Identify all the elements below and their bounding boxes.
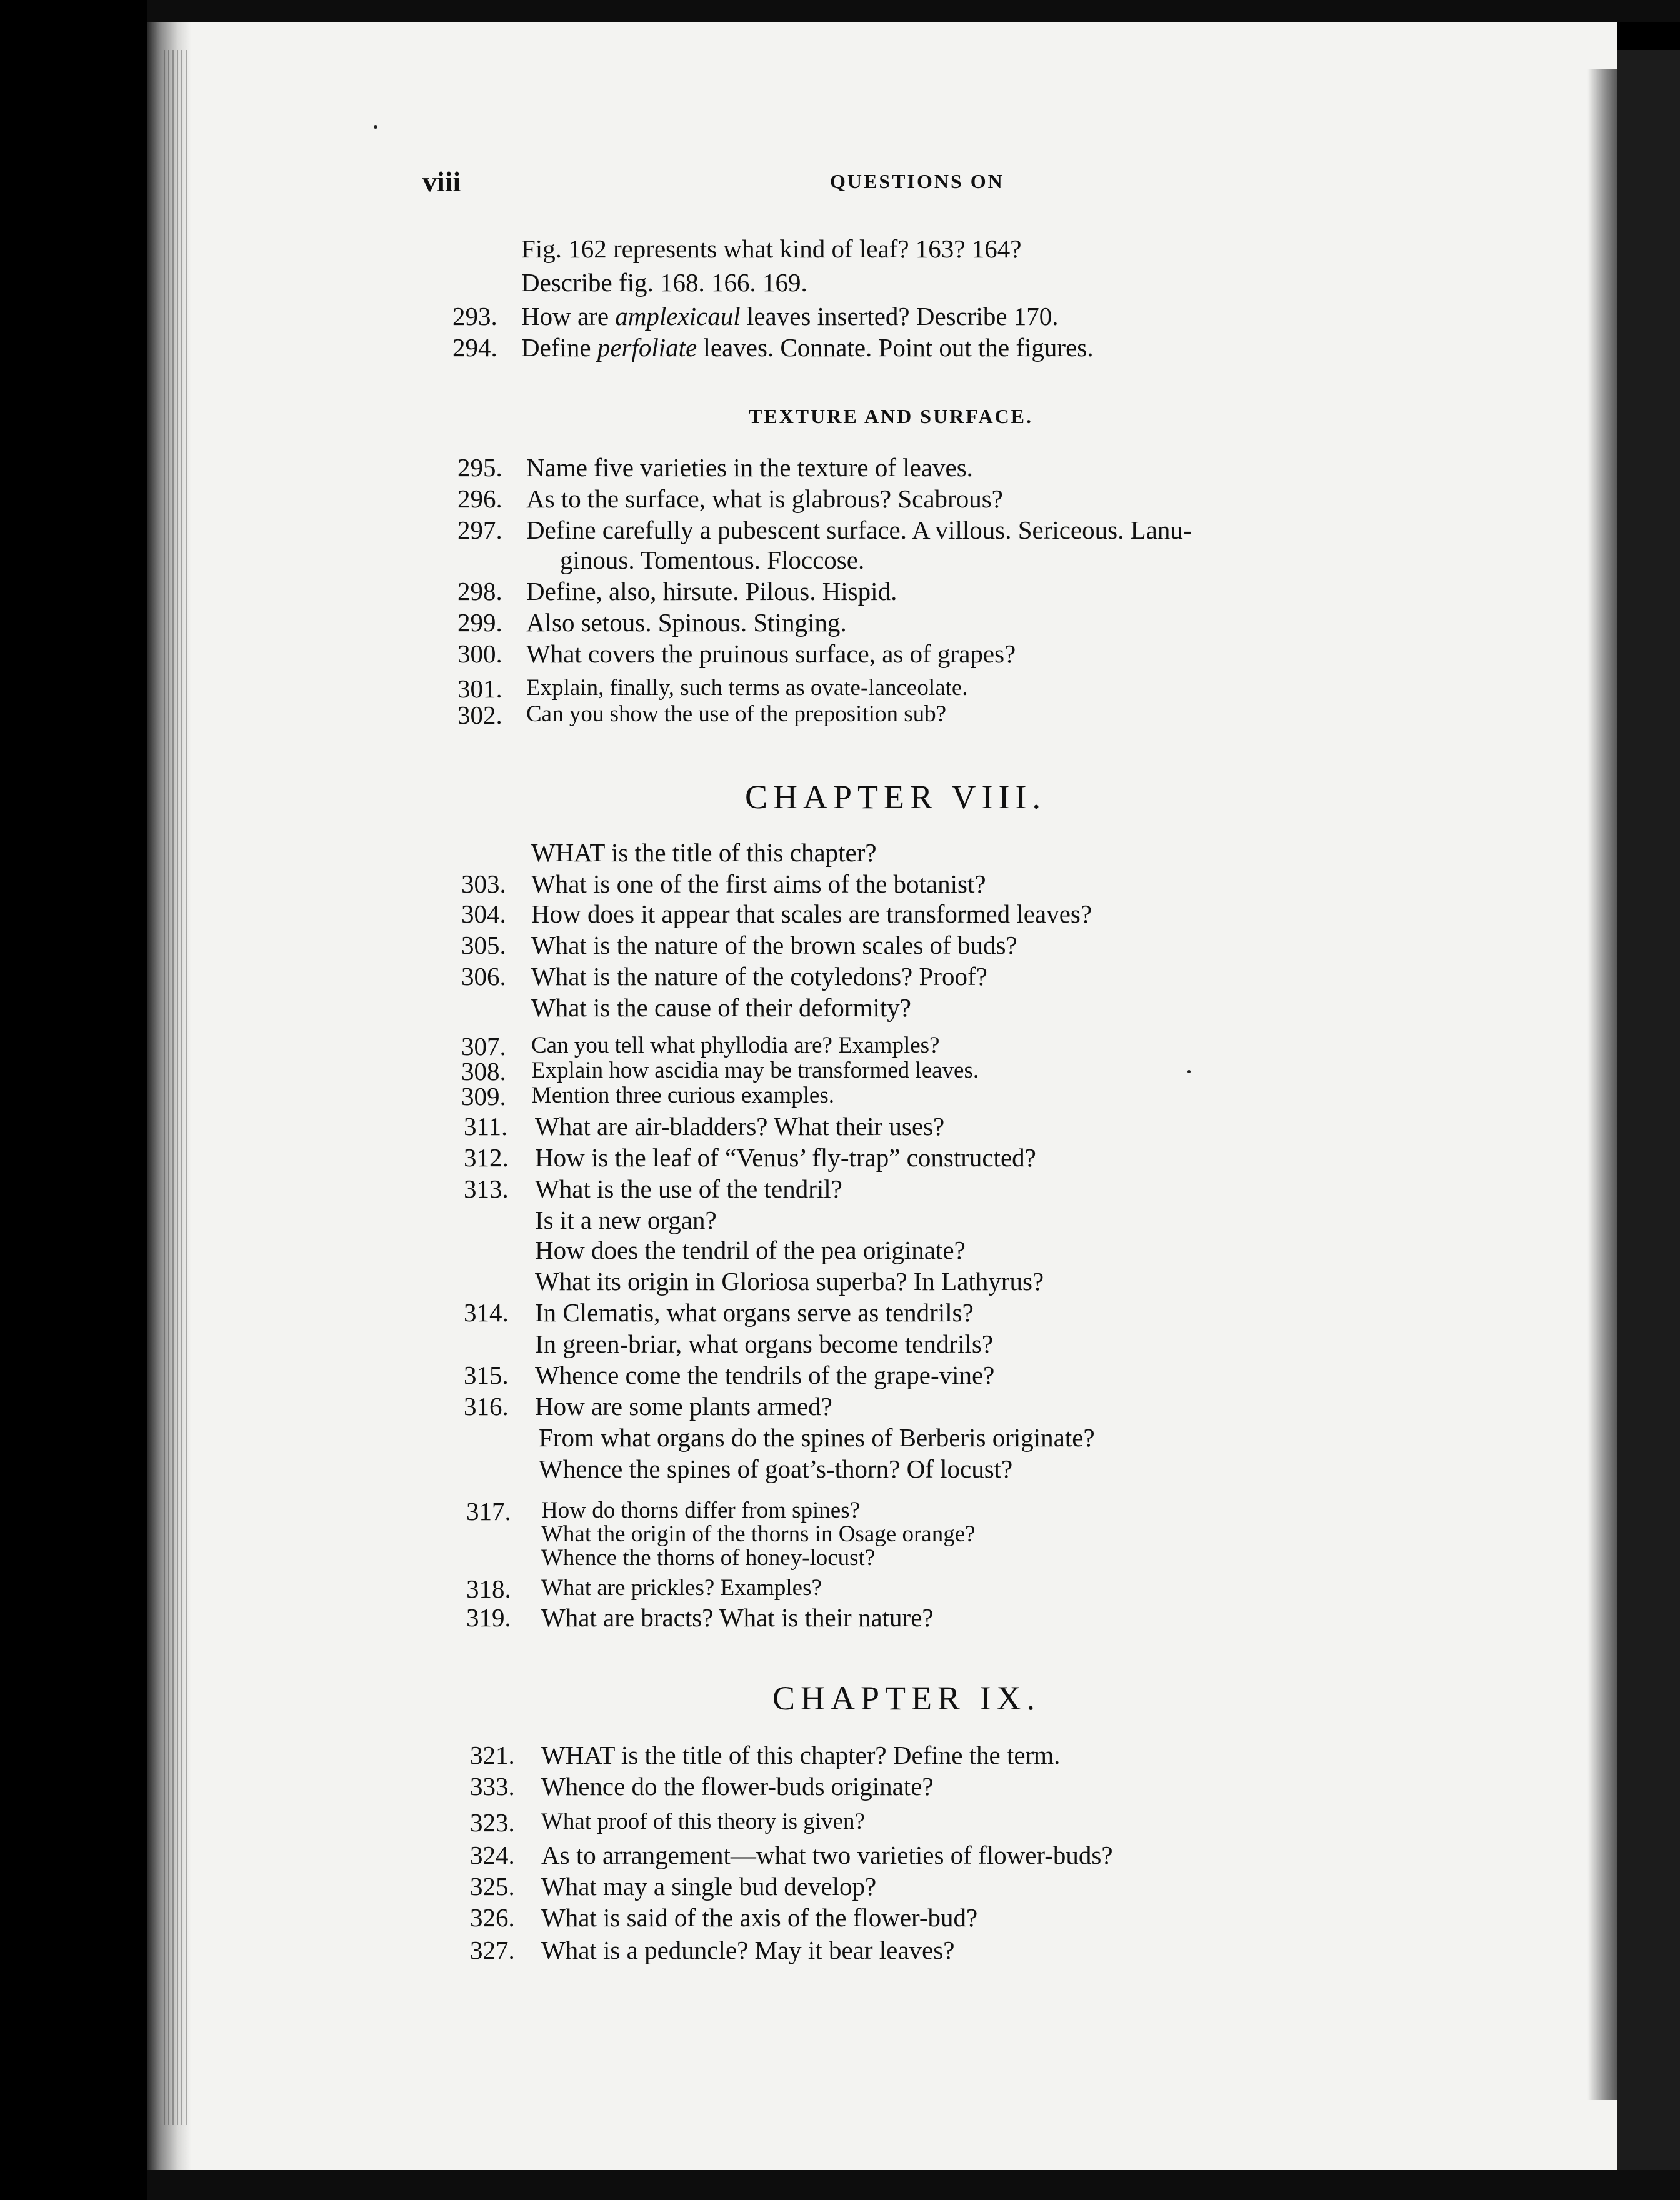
question-number: 325.	[470, 1872, 515, 1901]
text-line: Fig. 162 represents what kind of leaf? 163? 164?	[521, 234, 1022, 263]
question-number: 311.	[464, 1112, 508, 1141]
question-number: 303.	[461, 869, 506, 898]
question-number: 305.	[461, 931, 506, 959]
right-page-shadow	[1588, 69, 1618, 2100]
question-text: As to the surface, what is glabrous? Scabrous?	[526, 484, 1003, 513]
question-text: Also setous. Spinous. Stinging.	[526, 608, 847, 637]
question-number: 313.	[464, 1174, 509, 1203]
question-number: 298.	[458, 577, 502, 606]
section-heading: TEXTURE AND SURFACE.	[749, 405, 1034, 428]
question-text: Is it a new organ?	[535, 1206, 717, 1234]
question-text: In green-briar, what organs become tendrils?	[535, 1329, 994, 1358]
question-number: 306.	[461, 962, 506, 991]
question-number: 296.	[458, 484, 502, 513]
question-text: Define carefully a pubescent surface. A villous. Sericeous. Lanu-	[526, 516, 1192, 544]
question-number: 297.	[458, 516, 502, 544]
question-text: How does it appear that scales are transformed leaves?	[531, 899, 1092, 928]
question-text: What is the use of the tendril?	[535, 1174, 842, 1203]
question-text: What is the cause of their deformity?	[531, 993, 911, 1022]
question-text: How do thorns differ from spines?	[541, 1498, 861, 1523]
question-text: Whence come the tendrils of the grape-vine?	[535, 1361, 995, 1389]
scan-bottom-border	[148, 2170, 1680, 2200]
question-number: 308.	[461, 1057, 506, 1086]
question-number: 312.	[464, 1143, 509, 1172]
question-text: Define perfoliate leaves. Connate. Point out the figures.	[521, 333, 1094, 362]
question-number: 294.	[452, 333, 498, 362]
question-number: 327.	[470, 1936, 515, 1964]
question-text: What are bracts? What is their nature?	[541, 1603, 934, 1632]
question-text: Define, also, hirsute. Pilous. Hispid.	[526, 577, 898, 606]
question-text: How are some plants armed?	[535, 1392, 832, 1421]
question-text: What the origin of the thorns in Osage orange?	[541, 1521, 976, 1547]
scan-top-border	[148, 0, 1680, 22]
question-text: What its origin in Gloriosa superba? In Lathyrus?	[535, 1267, 1044, 1296]
question-number: 302.	[458, 701, 502, 729]
page-edges	[164, 50, 189, 2125]
page-number: viii	[422, 166, 461, 198]
question-text: Name five varieties in the texture of leaves.	[526, 453, 973, 482]
question-text: What is the nature of the brown scales of buds?	[531, 931, 1018, 959]
chapter-title: CHAPTER IX.	[772, 1679, 1041, 1717]
question-text: What may a single bud develop?	[541, 1872, 877, 1901]
question-number: 300.	[458, 639, 502, 668]
question-text: What is said of the axis of the flower-bud?	[541, 1903, 978, 1932]
question-text: Whence do the flower-buds originate?	[541, 1772, 934, 1801]
question-text: WHAT is the title of this chapter? Define the term.	[541, 1741, 1061, 1769]
question-text: What is a peduncle? May it bear leaves?	[541, 1936, 955, 1964]
question-text: Can you show the use of the preposition sub?	[526, 701, 947, 727]
question-text: What are air-bladders? What their uses?	[535, 1112, 945, 1141]
question-text: Mention three curious examples.	[531, 1082, 834, 1108]
text-line: Describe fig. 168. 166. 169.	[521, 268, 808, 297]
running-title: QUESTIONS ON	[830, 170, 1004, 192]
question-text: What is the nature of the cotyledons? Proof?	[531, 962, 988, 991]
question-number: 316.	[464, 1392, 509, 1421]
question-text: Can you tell what phyllodia are? Examples?	[531, 1032, 940, 1058]
question-text: Explain how ascidia may be transformed leaves.	[531, 1058, 979, 1083]
question-number: 299.	[458, 608, 502, 637]
question-text: What proof of this theory is given?	[541, 1809, 865, 1834]
question-text: From what organs do the spines of Berberis originate?	[539, 1423, 1095, 1452]
question-text: How is the leaf of “Venus’ fly-trap” constructed?	[535, 1143, 1036, 1172]
question-number: 319.	[466, 1603, 511, 1632]
question-number: 309.	[461, 1082, 506, 1111]
question-text: As to arrangement—what two varieties of flower-buds?	[541, 1841, 1113, 1869]
question-number: 317.	[466, 1497, 511, 1526]
question-text: Whence the thorns of honey-locust?	[541, 1545, 876, 1571]
ink-speck	[374, 125, 378, 129]
question-number: 301.	[458, 674, 502, 703]
question-number: 293.	[452, 302, 498, 331]
question-number: 304.	[461, 899, 506, 928]
question-number: 333.	[470, 1772, 515, 1801]
question-text: How does the tendril of the pea originate?	[535, 1236, 966, 1264]
scan-right-border	[1618, 50, 1680, 2200]
question-number: 314.	[464, 1298, 509, 1327]
question-text: Whence the spines of goat’s-thorn? Of locust?	[539, 1454, 1013, 1483]
question-text: How are amplexicaul leaves inserted? Describe 170.	[521, 302, 1059, 331]
question-number: 315.	[464, 1361, 509, 1389]
question-text: In Clematis, what organs serve as tendrils?	[535, 1298, 974, 1327]
question-text: What covers the pruinous surface, as of grapes?	[526, 639, 1016, 668]
question-text: What are prickles? Examples?	[541, 1575, 822, 1601]
question-number: 318.	[466, 1574, 511, 1603]
question-text: What is one of the first aims of the botanist?	[531, 869, 986, 898]
question-number: 323.	[470, 1808, 515, 1837]
question-text: Explain, finally, such terms as ovate-lanceolate.	[526, 675, 968, 701]
ink-speck	[1188, 1070, 1191, 1073]
question-number: 326.	[470, 1903, 515, 1932]
question-number: 307.	[461, 1032, 506, 1061]
question-number: 324.	[470, 1841, 515, 1869]
chapter-title: CHAPTER VIII.	[745, 778, 1047, 816]
question-number: 321.	[470, 1741, 515, 1769]
question-text: WHAT is the title of this chapter?	[531, 838, 877, 867]
question-number: 295.	[458, 453, 502, 482]
question-text: ginous. Tomentous. Floccose.	[560, 546, 865, 574]
